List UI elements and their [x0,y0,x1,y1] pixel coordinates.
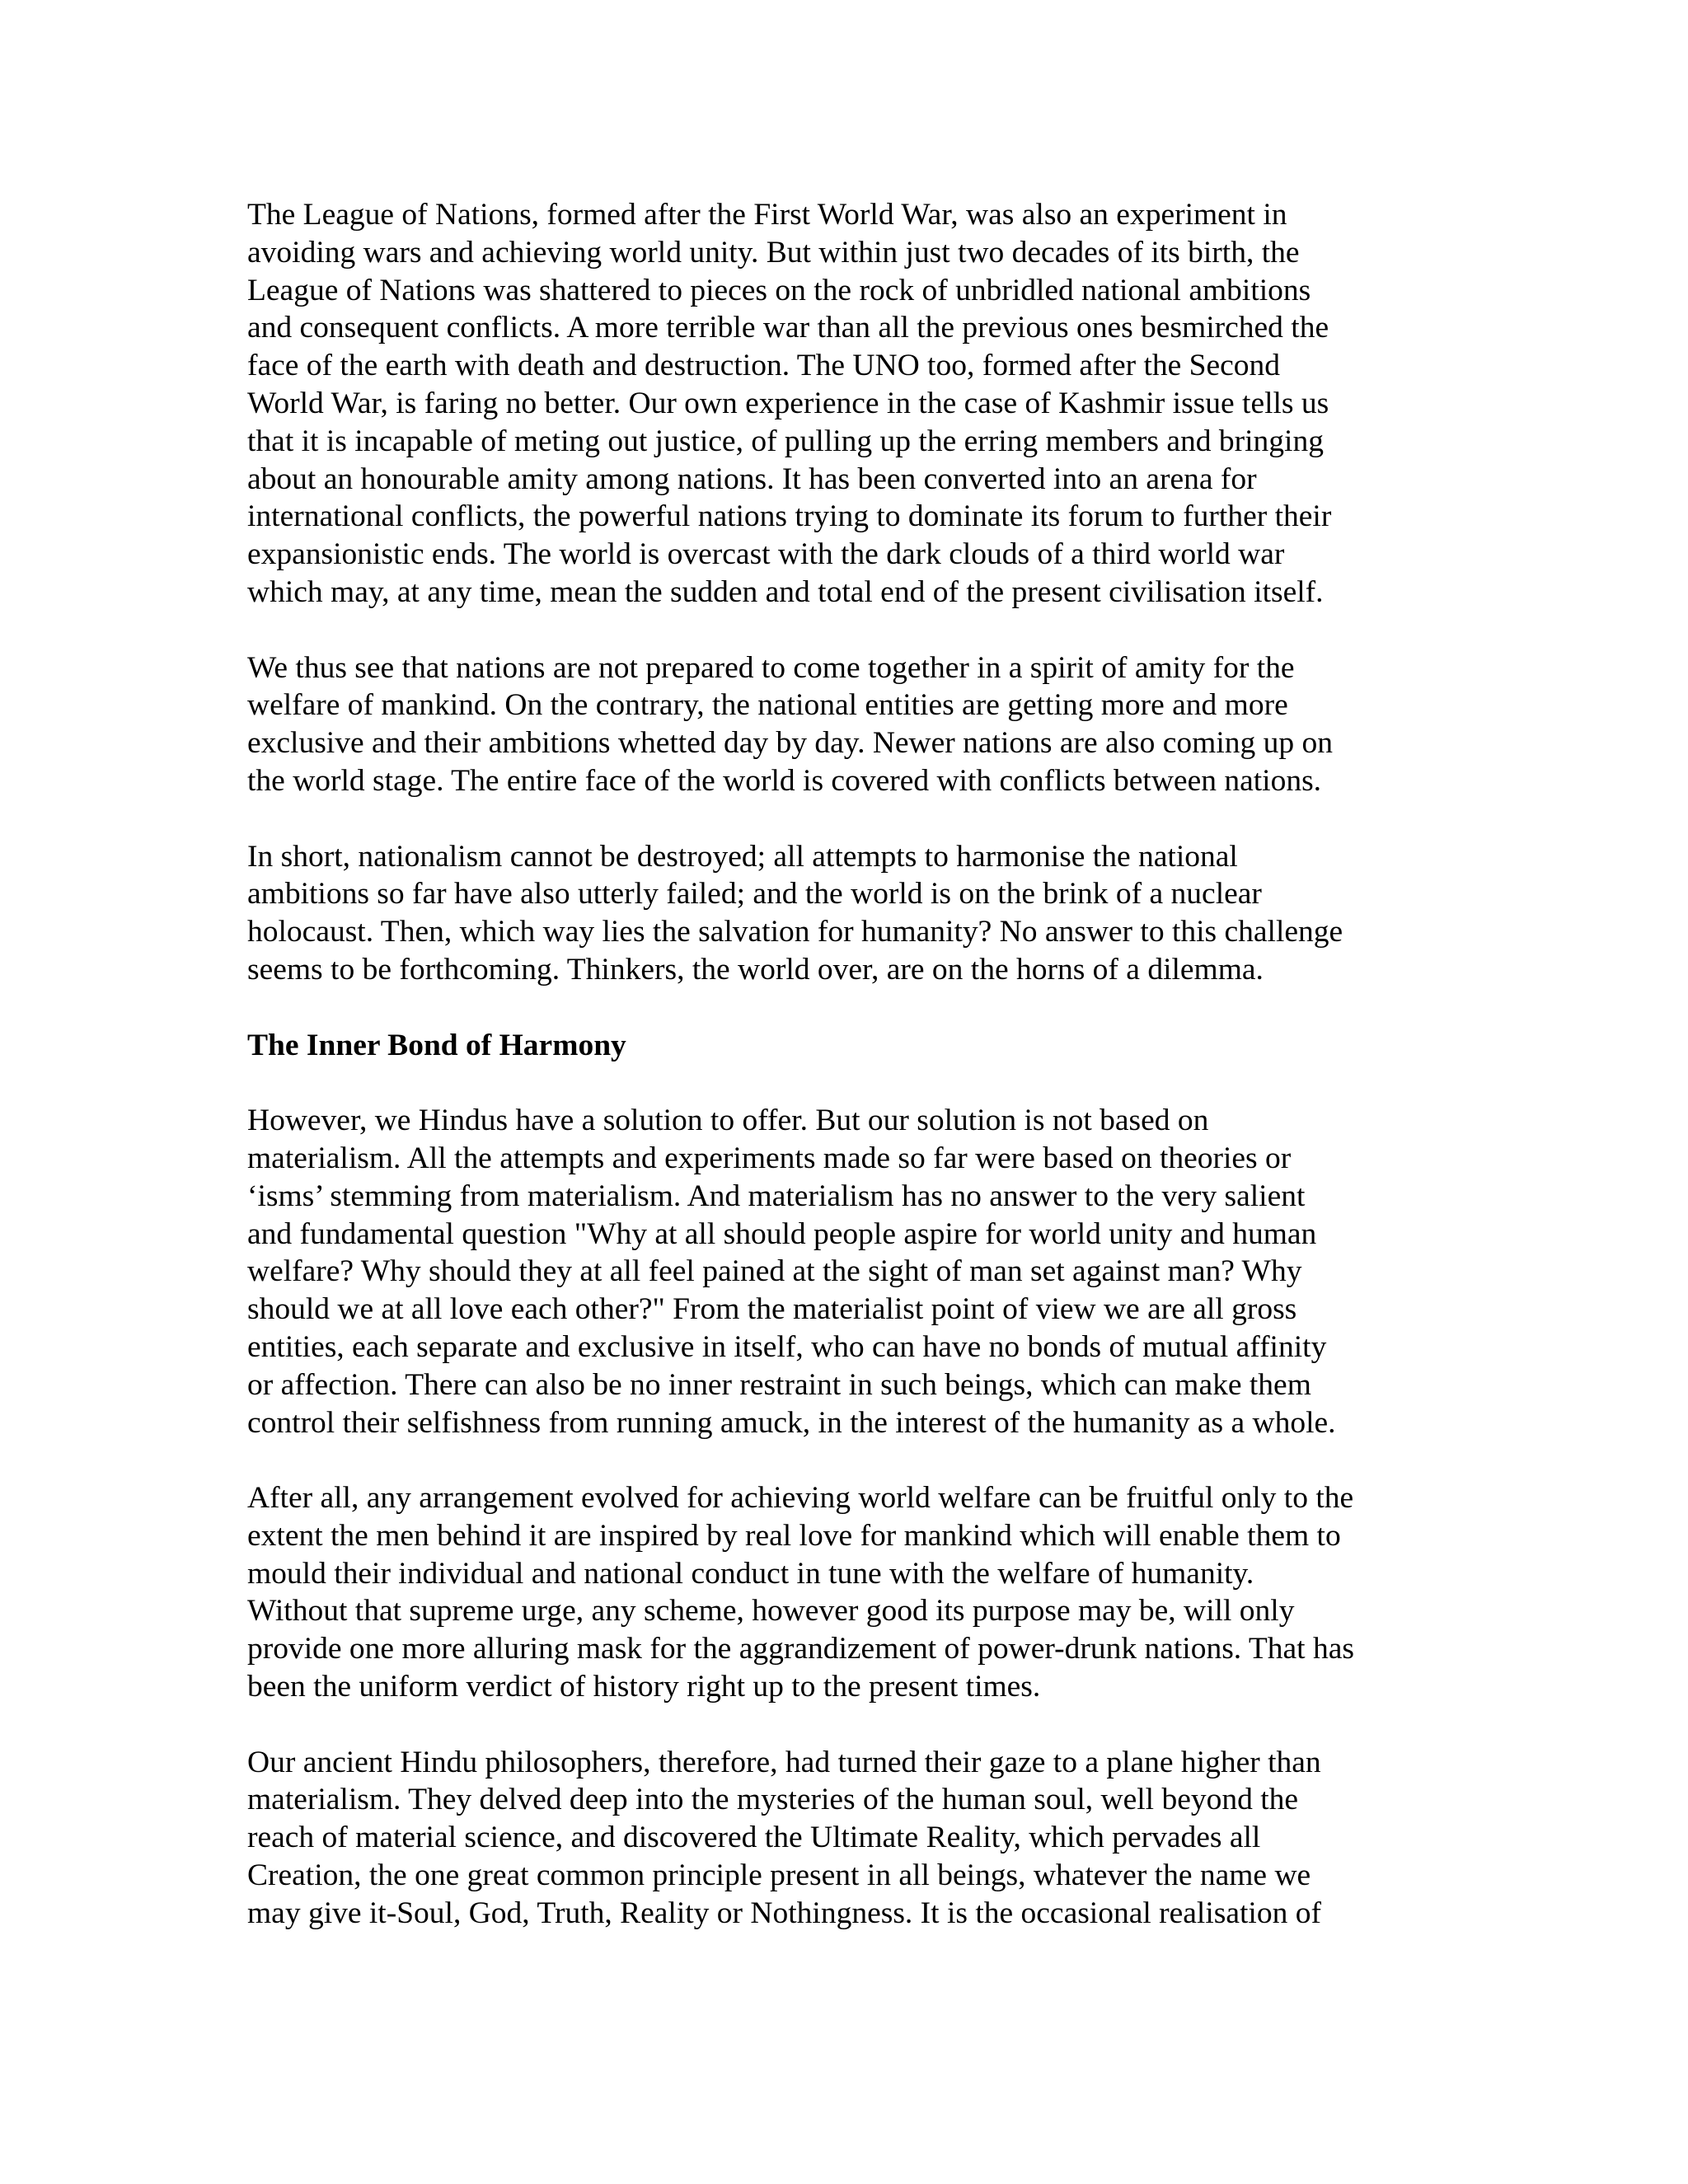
text-line: reach of material science, and discovered the Ultimate Reality, which pervades all [247,1821,1261,1855]
text-line: League of Nations was shattered to pieces on the rock of unbridled national ambitions [247,273,1311,307]
section-heading-text: The Inner Bond of Harmony [247,1028,626,1062]
text-line: holocaust. Then, which way lies the salvation for humanity? No answer to this challenge [247,915,1343,949]
text-line: Our ancient Hindu philosophers, therefore, had turned their gaze to a plane higher than [247,1745,1321,1779]
text-line: and consequent conflicts. A more terrible war than all the previous ones besmirched the [247,311,1329,345]
text-line: Without that supreme urge, any scheme, however good its purpose may be, will only [247,1594,1295,1629]
section-heading [247,1027,1459,1065]
paragraph-hindu-solution [247,1102,1459,1441]
text-line: been the uniform verdict of history right up to the present times. [247,1670,1041,1704]
text-line: provide one more alluring mask for the aggrandizement of power-drunk nations. That has [247,1632,1354,1666]
text-line: extent the men behind it are inspired by real love for mankind which will enable them to [247,1518,1341,1553]
text-line: exclusive and their ambitions whetted day by day. Newer nations are also coming up on [247,726,1334,761]
text-line: However, we Hindus have a solution to offer. But our solution is not based on [247,1104,1209,1138]
text-line: mould their individual and national conduct in tune with the welfare of humanity. [247,1556,1254,1591]
text-line: avoiding wars and achieving world unity. But within just two decades of its birth, the [247,235,1300,269]
text-line: World War, is faring no better. Our own experience in the case of Kashmir issue tells us [247,386,1329,420]
text-line: After all, any arrangement evolved for achieving world welfare can be fruitful only to the [247,1481,1354,1516]
text-line: which may, at any time, mean the sudden and total end of the present civilisation itself. [247,574,1324,609]
paragraph-after-all [247,1479,1459,1706]
text-line: Creation, the one great common principle present in all beings, whatever the name we [247,1858,1311,1893]
text-line: face of the earth with death and destruction. The UNO too, formed after the Second [247,349,1281,383]
text-line: In short, nationalism cannot be destroyed; all attempts to harmonise the national [247,839,1238,874]
paragraph-league-of-nations [247,196,1459,612]
text-line: materialism. They delved deep into the mysteries of the human soul, well beyond the [247,1783,1299,1817]
text-line: international conflicts, the powerful nations trying to dominate its forum to further their [247,499,1332,534]
text-line: ambitions so far have also utterly failed; and the world is on the brink of a nuclear [247,877,1262,912]
text-line: entities, each separate and exclusive in itself, who can have no bonds of mutual affinity [247,1329,1327,1364]
text-line: control their selfishness from running amuck, in the interest of the humanity as a whole. [247,1405,1336,1440]
text-line: and fundamental question "Why at all should people aspire for world unity and human [247,1216,1317,1251]
text-line: seems to be forthcoming. Thinkers, the world over, are on the horns of a dilemma. [247,952,1264,987]
text-line: expansionistic ends. The world is overcast with the dark clouds of a third world war [247,537,1285,572]
text-line: about an honourable amity among nations. It has been converted into an arena for [247,462,1257,496]
text-line: should we at all love each other?" From the materialist point of view we are all gross [247,1292,1297,1327]
text-line: The League of Nations, formed after the First World War, was also an experiment in [247,198,1287,232]
text-line: that it is incapable of meting out justice, of pulling up the erring members and bringing [247,424,1324,458]
document-page [247,196,1459,1970]
paragraph-in-short [247,838,1459,989]
text-line: the world stage. The entire face of the world is covered with conflicts between nations. [247,763,1322,798]
text-line: ‘isms’ stemming from materialism. And materialism has no answer to the very salient [247,1179,1306,1213]
text-line: We thus see that nations are not prepared to come together in a spirit of amity for the [247,650,1295,685]
paragraph-nations-not-prepared [247,649,1459,800]
paragraph-ancient-philosophers [247,1744,1459,1933]
text-line: welfare? Why should they at all feel pained at the sight of man set against man? Why [247,1254,1302,1289]
text-line: may give it-Soul, God, Truth, Reality or Nothingness. It is the occasional realisation of [247,1896,1321,1930]
text-line: materialism. All the attempts and experiments made so far were based on theories or [247,1141,1292,1175]
text-line: welfare of mankind. On the contrary, the national entities are getting more and more [247,688,1288,723]
text-line: or affection. There can also be no inner restraint in such beings, which can make them [247,1367,1311,1402]
